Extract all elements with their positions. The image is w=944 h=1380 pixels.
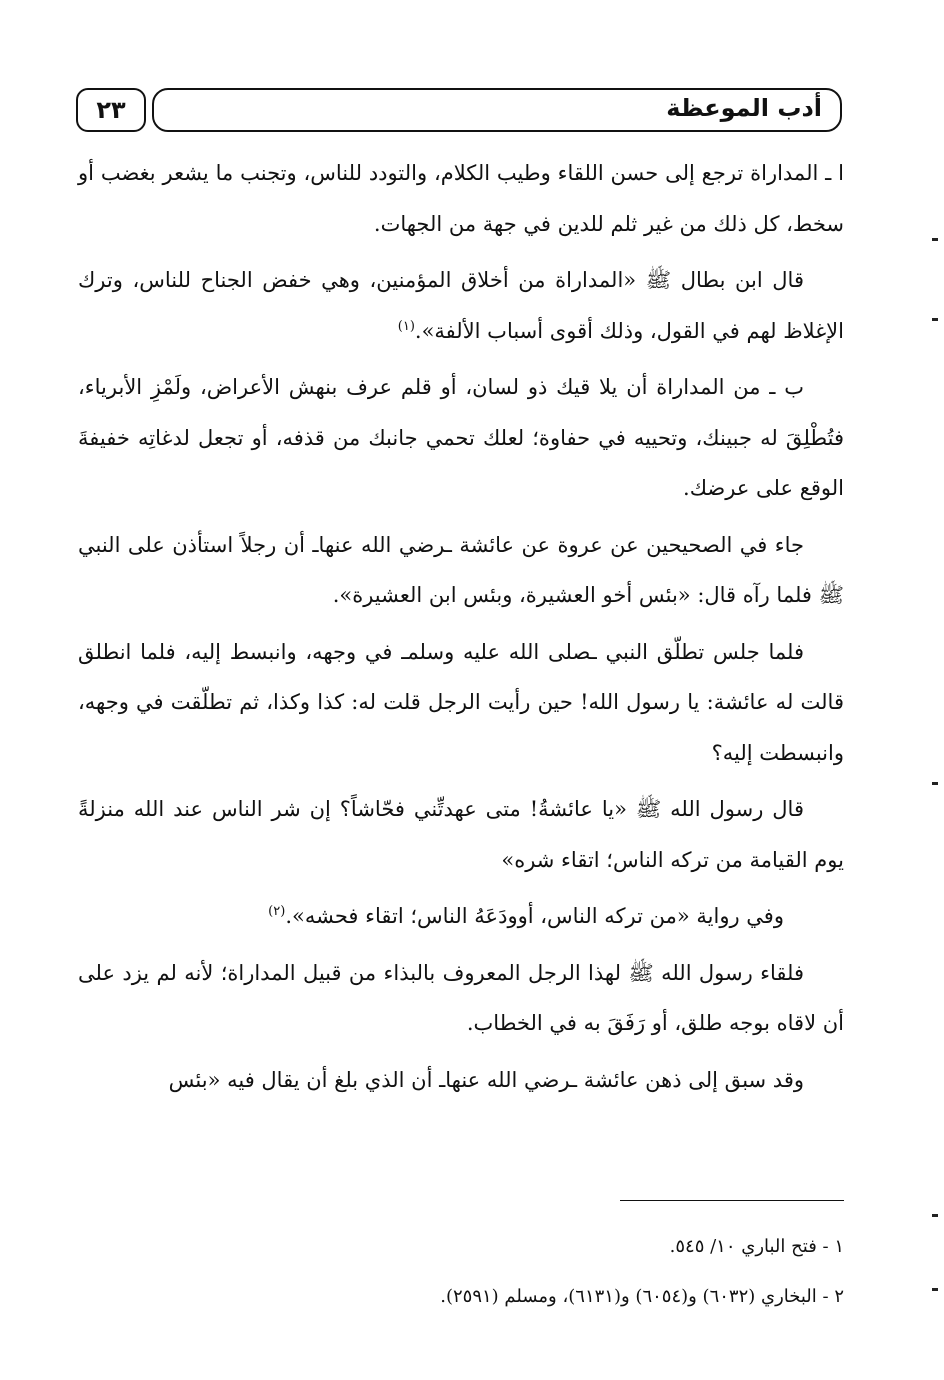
running-header-title: أدب الموعظة xyxy=(666,94,822,122)
paragraph-4: جاء في الصحيحين عن عروة عن عائشة ـرضي الله عنهاـ أن رجلاً استأذن على النبي ﷺ فلما رآه قال: «بئس أخو العشيرة، وبئس ابن العشيرة». xyxy=(78,532,844,607)
paragraph-8: فلقاء رسول الله ﷺ لهذا الرجل المعروف بالبذاء من قبيل المداراة؛ لأنه لم يزد على أن لاقاه بوجه طلق، أو رَفَقَ به في الخطاب. xyxy=(78,960,844,1035)
main-text xyxy=(78,148,844,1111)
paragraph-6: قال رسول الله ﷺ «يا عائشةُ! متى عهدتِّني فحّاشاً؟ إن شر الناس عند الله منزلةً يوم القيامة من تركه الناس؛ اتقاء شره» xyxy=(78,797,844,872)
scan-edge-mark xyxy=(932,318,938,321)
footnote-ref-1: (١) xyxy=(397,318,415,334)
page-number: ٢٣ xyxy=(76,88,146,132)
footnote-divider xyxy=(620,1200,844,1201)
paragraph-7-text: وفي رواية «من تركه الناس، أوودَعَهُ الناس؛ اتقاء فحشه». xyxy=(285,904,784,928)
paragraph-7 xyxy=(78,891,844,942)
paragraph-1: ا ـ المداراة ترجع إلى حسن اللقاء وطيب الكلام، والتودد للناس، وتجنب ما يشعر بغضب أو سخط، كل ذلك من غير ثلم للدين في جهة من الجهات. xyxy=(78,161,844,236)
footnote-2: ٢ - البخاري (٦٠٣٢) و(٦٠٥٤) و(٦١٣١)، ومسلم (٢٥٩١). xyxy=(440,1286,844,1307)
scan-edge-mark xyxy=(932,782,938,785)
footnote-ref-2: (٢) xyxy=(268,904,286,919)
paragraph-2-text: قال ابن بطال ﷺ «المداراة من أخلاق المؤمنين، وهي خفض الجناح للناس، وترك الإغلاظ لهم في القول، وذلك أقوى أسباب الألفة». xyxy=(78,268,844,343)
paragraph-5: فلما جلس تطلّق النبي ـصلى الله عليه وسلمـ في وجهه، وانبسط إليه، فلما انطلق قالت له عائشة: يا رسول الله! حين رأيت الرجل قلت له: كذا وكذا، ثم تطلّقت في وجهه، وانبسطت إليه؟ xyxy=(78,639,844,765)
scan-edge-mark xyxy=(932,1288,938,1291)
scan-edge-mark xyxy=(932,1214,938,1217)
scan-edge-mark xyxy=(932,238,938,241)
running-header xyxy=(152,88,842,132)
paragraph-2 xyxy=(78,255,844,356)
footnote-1: ١ - فتح الباري ١٠/ ٥٤٥. xyxy=(669,1236,844,1257)
paragraph-3: ب ـ من المداراة أن يلا قيك ذو لسان، أو قلم عرف بنهش الأعراض، ولَمْزِ الأبرياء، فتُطْلِقَ له جبينك، وتحييه في حفاوة؛ لعلك تحمي جانبك من قذفه، أو تجعل لدغاتِه خفيفةَ الوقع على عرضك. xyxy=(78,375,844,500)
footnotes xyxy=(78,1222,844,1322)
paragraph-9: وقد سبق إلى ذهن عائشة ـرضي الله عنهاـ أن الذي بلغ أن يقال فيه «بئس xyxy=(168,1067,804,1092)
